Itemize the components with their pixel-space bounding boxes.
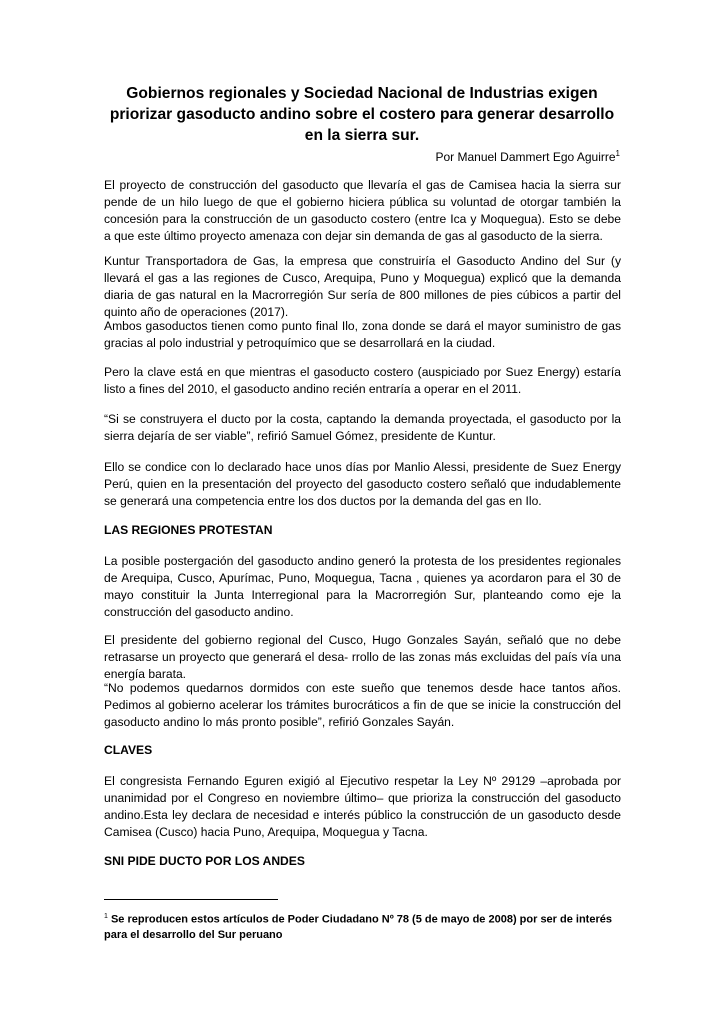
paragraph: El congresista Fernando Eguren exigió al Ejecutivo respetar la Ley Nº 29129 –aprobada por unanimidad por el Congreso en noviembre último– que prioriza la construcción del gasoducto andino.Esta ley declara de necesidad e interés público la construcción de un gasoducto desde Camisea (Cusco) hacia Puno, Arequipa, Moquegua y Tacna. — [104, 774, 621, 839]
footnote — [104, 909, 624, 943]
section-heading: SNI PIDE DUCTO POR LOS ANDES — [104, 854, 305, 868]
section-heading: LAS REGIONES PROTESTAN — [104, 523, 273, 537]
paragraph: Kuntur Transportadora de Gas, la empresa que construiría el Gasoducto Andino del Sur (y llevará el gas a las regiones de Cusco, Arequipa, Puno y Moquegua) explicó que la demanda diaria de gas natural en la Macrorregión Sur sería de 800 millones de pies cúbicos a partir del quinto año de operaciones (2017). — [104, 254, 621, 319]
paragraph: “Si se construyera el ducto por la costa, captando la demanda proyectada, el gasoducto por la sierra dejaría de ser viable”, refirió Samuel Gómez, presidente de Kuntur. — [104, 412, 621, 443]
paragraph: El presidente del gobierno regional del Cusco, Hugo Gonzales Sayán, señaló que no debe retrasarse un proyecto que generará el desa- rrollo de las zonas más excluidas del país vía una energía barata. — [104, 633, 621, 681]
article-title: Gobiernos regionales y Sociedad Nacional de Industrias exigen priorizar gasoducto andino sobre el costero para generar desarrollo en la sierra sur. — [109, 85, 615, 144]
paragraph: El proyecto de construcción del gasoducto que llevaría el gas de Camisea hacia la sierra sur pende de un hilo luego de que el gobierno hiciera pública su voluntad de otorgar también la concesión para la construcción de un gasoducto costero (entre Ica y Moquegua). Esto se debe a que este último proyecto amenaza con dejar sin demanda de gas al gasoducto de la sierra. — [104, 178, 621, 243]
paragraph: “No podemos quedarnos dormidos con este sueño que tenemos desde hace tantos años. Pedimos al gobierno acelerar los trámites burocráticos a fin de que se inicie la construcción del gasoducto andino lo más pronto posible”, refirió Gonzales Sayán. — [104, 681, 621, 729]
footnote-reference[interactable]: 1 — [615, 149, 620, 158]
paragraph: Pero la clave está en que mientras el gasoducto costero (auspiciado por Suez Energy) estaría listo a fines del 2010, el gasoducto andino recién entraría a operar en el 2011. — [104, 365, 621, 396]
footnote-divider — [104, 899, 278, 900]
author-line — [435, 146, 620, 165]
paragraph: La posible postergación del gasoducto andino generó la protesta de los presidentes regionales de Arequipa, Cusco, Apurímac, Puno, Moquegua, Tacna , quienes ya acordaron para el 30 de mayo constituir la Junta Interregional para la Macrorregión Sur, planteando como eje la construcción del gasoducto andino. — [104, 554, 621, 619]
paragraph: Ello se condice con lo declarado hace unos días por Manlio Alessi, presidente de Suez Energy Perú, quien en la presentación del proyecto del gasoducto costero señaló que indudablemente se generará una competencia entre los dos ductos por la demanda del gas en Ilo. — [104, 460, 621, 508]
section-heading: CLAVES — [104, 743, 153, 757]
footnote-number: 1 — [104, 913, 108, 920]
footnote-text: Se reproducen estos artículos de Poder Ciudadano Nº 78 (5 de mayo de 2008) por ser de interés para el desarrollo del Sur peruano — [104, 913, 612, 941]
author-name: Por Manuel Dammert Ego Aguirre — [435, 150, 616, 164]
paragraph: Ambos gasoductos tienen como punto final Ilo, zona donde se dará el mayor suministro de gas gracias al polo industrial y petroquímico que se desarrollará en la ciudad. — [104, 319, 621, 350]
